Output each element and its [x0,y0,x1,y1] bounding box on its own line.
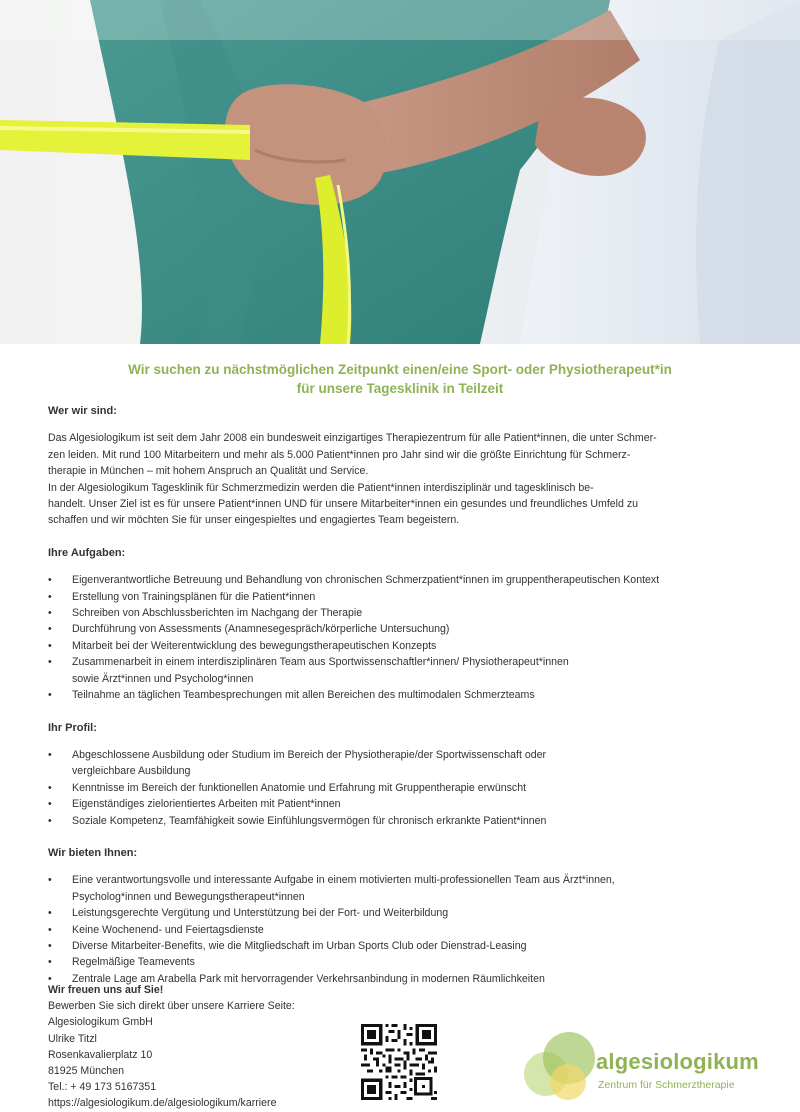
list-item [48,922,760,938]
qr-code-icon[interactable] [361,1024,437,1100]
list-item-text: • Leistungsgerechte Vergütung und Unterstützung bei der Fort- und Weiterbildung [72,907,449,920]
about-line: zen leiden. Mit rund 100 Mitarbeitern und mehr als 5.000 Patient*innen pro Jahr sind wir die größte Einrichtung für Schmerz- [48,448,631,461]
about-line: therapie in München – mit hohem Anspruch an Qualität und Service. [48,465,369,478]
list-item-text: • Eigenverantwortliche Betreuung und Behandlung von chronischen Schmerzpatient*innen im gruppentherapeutischen Kontext [72,574,660,587]
list-item-text: • Eine verantwortungsvolle und interessante Aufgabe in einem motivierten multi-professionellen Team aus Ärzt*innen, [72,874,615,887]
hero-illustration [0,0,800,344]
job-headline [40,360,760,398]
list-item [48,605,760,621]
career-link[interactable]: https://algesiologikum.de/algesiologikum/karriere [48,1097,277,1110]
offer-title: Wir bieten Ihnen: [48,846,138,859]
list-item-text: • Kenntnisse im Bereich der funktionellen Anatomie und Erfahrung mit Gruppentherapie erwünscht [72,781,527,794]
list-item-text: • Eigenständiges zielorientiertes Arbeiten mit Patient*innen [72,798,341,811]
list-item [48,638,760,654]
list-item-text: • Regelmäßige Teamevents [72,956,195,969]
list-item [48,621,760,637]
list-item [48,905,760,921]
logo-tagline: Zentrum für Schmerztherapie [598,1079,735,1091]
job-description [48,403,760,1003]
offer-section [48,845,760,987]
profile-title: Ihr Profil: [48,721,97,734]
list-item [48,938,760,954]
contact-cta: Wir freuen uns auf Sie! [48,984,164,996]
hero-image [0,0,800,344]
list-item-text: • Zentrale Lage am Arabella Park mit hervorragender Verkehrsanbindung in modernen Räumlichkeiten [72,972,545,985]
phone-number: Tel.: + 49 173 5167351 [48,1081,157,1094]
headline-line-2: für unsere Tagesklinik in Teilzeit [296,381,504,396]
list-item-text: • Mitarbeit bei der Weiterentwicklung des bewegungstherapeutischen Konzepts [72,639,437,652]
city-address: 81925 München [48,1065,124,1078]
list-item-text: • Schreiben von Abschlussberichten im Nachgang der Therapie [72,607,363,620]
headline-line-1: Wir suchen zu nächstmöglichen Zeitpunkt einen/eine Sport- oder Physiotherapeut*in [128,362,672,377]
list-item-text: • Erstellung von Trainingsplänen für die Patient*innen [72,590,316,603]
list-item-text: • Diverse Mitarbeiter-Benefits, wie die Mitgliedschaft im Urban Sports Club oder Dienstrad-Leasing [72,939,527,952]
about-section [48,403,760,529]
list-item [48,780,760,796]
list-item-text: • Keine Wochenend- und Feiertagsdienste [72,923,264,936]
list-item [48,954,760,970]
list-item-text: • Zusammenarbeit in einem interdisziplinären Team aus Sportwissenschaftler*innen/ Physiotherapeut*innen [72,656,569,669]
list-item-text: • Durchführung von Assessments (Anamnesegespräch/körperliche Untersuchung) [72,623,450,636]
tasks-section [48,545,760,704]
list-item-text: • Abgeschlossene Ausbildung oder Studium im Bereich der Physiotherapie/der Sportwissenschaft oder [72,748,547,761]
list-item [48,747,760,780]
list-item-text: sowie Ärzt*innen und Psycholog*innen [72,672,254,685]
contact-intro: Bewerben Sie sich direkt über unsere Karriere Seite: [48,1000,295,1013]
list-item-text: • Teilnahme an täglichen Teambesprechungen mit allen Bereichen des multimodalen Schmerzteams [72,689,535,702]
list-item [48,589,760,605]
offer-list [48,872,760,987]
tasks-title: Ihre Aufgaben: [48,546,126,559]
about-line: Das Algesiologikum ist seit dem Jahr 2008 ein bundesweit einzigartiges Therapiezentrum für alle Patient*innen, die unter Schmer- [48,432,657,445]
list-item [48,813,760,829]
about-title: Wer wir sind: [48,405,117,417]
about-line: In der Algesiologikum Tagesklinik für Schmerzmedizin werden die Patient*innen interdisziplinär und tagesklinisch be- [48,481,594,494]
company-name: Algesiologikum GmbH [48,1016,153,1029]
list-item-text: Psycholog*innen und Bewegungstherapeut*innen [72,890,305,903]
list-item [48,654,760,687]
about-line: schaffen und wir möchten Sie für unser eingespieltes und engagiertes Team begeistern. [48,514,460,527]
about-line: handelt. Unser Ziel ist es für unsere Patient*innen UND für unsere Mitarbeiter*innen ein gesundes und freundliches Umfeld zu [48,498,639,511]
list-item [48,872,760,905]
profile-list [48,747,760,829]
tasks-list [48,572,760,703]
street-address: Rosenkavalierplatz 10 [48,1048,153,1061]
contact-person: Ulrike Titzl [48,1032,97,1045]
contact-block [48,982,295,1112]
profile-section [48,720,760,829]
list-item [48,572,760,588]
list-item [48,687,760,703]
list-item-text: vergleichbare Ausbildung [72,765,191,778]
logo-wordmark: algesiologikum [596,1049,759,1074]
list-item [48,796,760,812]
about-text [48,430,760,528]
list-item-text: • Soziale Kompetenz, Teamfähigkeit sowie Einfühlungsvermögen für chronisch erkrankte Patient*innen [72,814,547,827]
